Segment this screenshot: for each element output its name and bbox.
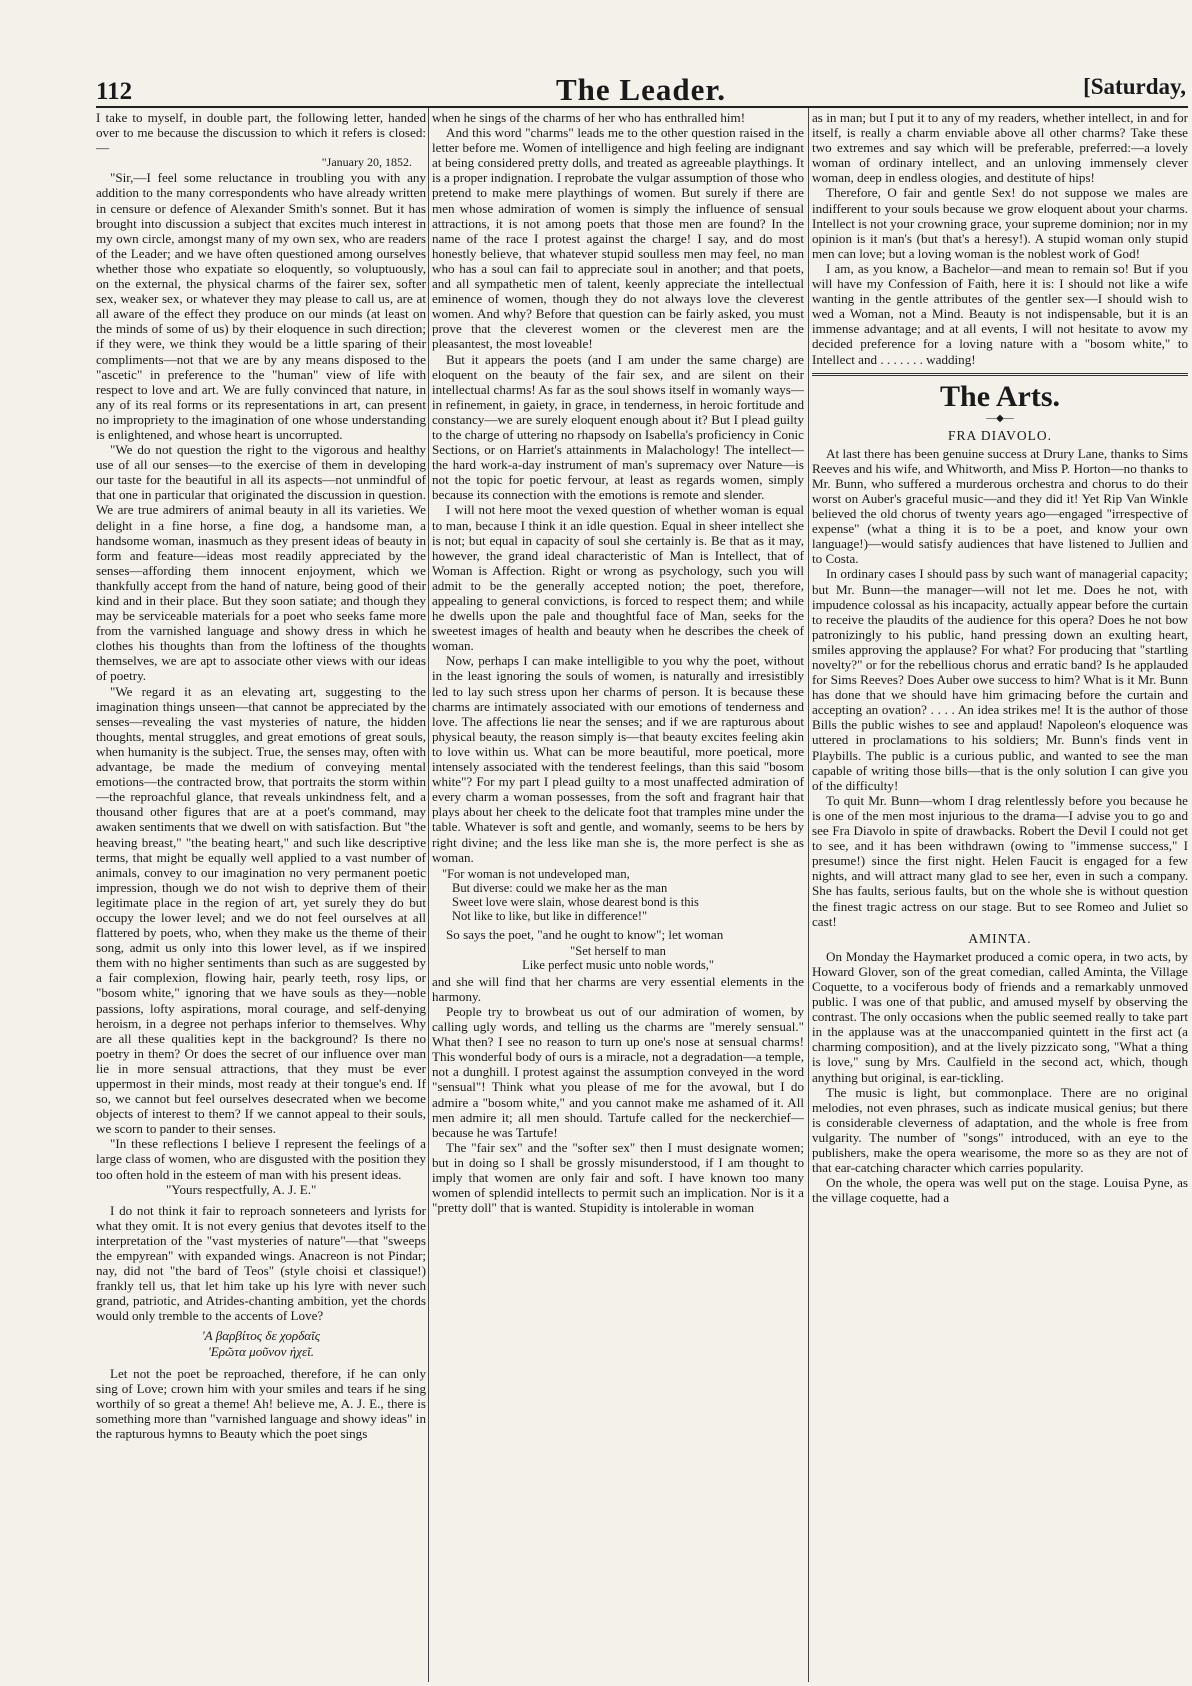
paragraph: "In these reflections I believe I represent the feelings of a large class of women, who are disgusted with the position they too often hold in the esteem of man with his present ideas.: [96, 1136, 426, 1182]
verse-line: "Set herself to man: [570, 943, 666, 958]
article-title: FRA DIAVOLO.: [947, 427, 1052, 443]
verse-quotation: [432, 944, 804, 972]
verse-line: "For woman is not undeveloped man,: [442, 866, 630, 881]
letter-signature: "Yours respectfully, A. J. E.": [166, 1181, 317, 1197]
paragraph: On Monday the Haymarket produced a comic opera, in two acts, by Howard Glover, son of the great comedian, called Aminta, the Village Coquette, to a vociferous body of friends and a remarkably unmoved public. I was one of that public, and amused myself by observing the contrast. The only occasions when the public seemed really to take part in the applause was at the unaccompanied quintett in the first act (a charming composition), and at the lively pizzicato song, "What a thing is love," sung by Mrs. Caulfield in the second act, which, though anything but original, is ear-tickling.: [812, 948, 1188, 1085]
verse-line: Like perfect music unto noble words,": [522, 957, 714, 972]
paragraph: I do not think it fair to reproach sonneteers and lyrists for what they omit. It is not every genius that devotes itself to the interpretation of the "vast mysteries of nature"—that "sweeps the empyrean" with expanded wings. Anacreon is not Pindar; nay, did not "the bard of Teos" (style choisi et classique!) frankly tell us, that let him take up his lyre with never such grand, patriotic, and Atrides-chanting ambition, yet the chords would only tremble to the accents of Love?: [96, 1202, 426, 1324]
paragraph: On the whole, the opera was well put on the stage. Louisa Pyne, as the village coquette, had a: [812, 1175, 1188, 1206]
paragraph: In ordinary cases I should pass by such want of managerial capacity; but Mr. Bunn—the manager—will not let me. Does he not, with impudence colossal as his incapacity, actually appear before the curtain to receive the plaudits of the audience for this opera? Does he not bow patronizingly to his public, hand pressing down an exulting heart, smiles approving the applause? For what? For producing that "startling novelty?" or for the rebellious chorus and erratic band? Is he applauded for Sims Reeves? Does Auber owe success to him? What is it Mr. Bunn has done that we should have him grimacing before the curtain and accepting an ovation? . . . . An idea strikes me! It is the author of those Bills the public wishes to see and applaud! Napoleon's eloquence was uttered in proclamations to his soldiers; Mr. Bunn's finds vent in Playbills. The public is a curious public, and wanted to see the man capable of writing those bills—that is the only solution I can give you of the difficulty!: [812, 566, 1188, 793]
paragraph: And this word "charms" leads me to the other question raised in the letter before me. Women of intelligence and high feeling are indignant at being considered pretty dolls, and treated as agreeable playthings. It is a proper indignation. I reprobate the vulgar assumption of those who pretend to make mere playthings of women. But surely if there are men whose admiration of women is simply the influence of sensual attractions, it is not among poets that those men are found? In the name of the race I protest against the charge! I say, and do most honestly believe, that whatever stupid soulless men may feel, no man who has a soul can fail to appreciate soul in another; and that poets, and all sympathetic men of talent, keenly appreciate the intellectual eminence of women, though they do not always love the cleverest women. And why? Before that question can be fairly asked, you must prove that the cleverest women or the cleverest men are the pleasantest, the most loveable!: [432, 125, 804, 352]
paragraph: I will not here moot the vexed question of whether woman is equal to man, because I think it an idle question. Equal in sheer intellect she is not; but equal in capacity of soul she certainly is. Be that as it may, however, the grand ideal characteristic of Man is Intellect, that of Woman is Affection. Right or wrong as psychology, such you will admit to be the generally accepted notion; the poet, therefore, appealing to general convictions, is forced to respect them; and while he dwells upon the pale and thoughtful face of Man, seeks for the sweetest images of health and beauty when he describes the cheek of woman.: [432, 502, 804, 654]
paragraph: Therefore, O fair and gentle Sex! do not suppose we males are indifferent to your souls because we grow eloquent about your charms. Intellect is not your crowning grace, your supreme dominion; nor in my opinion is it man's (but that's a heresy!). A stupid woman only stupid men can love; but a loving woman is the noblest work of God!: [812, 185, 1188, 261]
paragraph: "We do not question the right to the vigorous and healthy use of all our senses—to the exercise of them in developing our taste for the beautiful in all its aspects—not unmindful of that one in particular that originated the discussion in question. We are true admirers of animal beauty in all its varieties. We delight in a fine horse, a fine dog, a handsome man, a handsome woman, inasmuch as they present ideas of beauty in form and feature—ideas most readily appreciated by the senses—affording them innocent enjoyment, which we thankfully accept from the hand of nature, being good of their kind and in their place. But they soon satiate; and though they may be serviceable materials for a poet who seeks fame more from the varnished language and showy dress in which he clothes his thoughts than from the loftiness of the thoughts themselves, we are apt to associate other views with our ideas of poetry.: [96, 442, 426, 684]
verse-line: Sweet love were slain, whose dearest bond is this: [452, 894, 699, 909]
paragraph: At last there has been genuine success at Drury Lane, thanks to Sims Reeves and his wife, and Whitworth, and Miss P. Horton—no thanks to Mr. Bunn, who suffered a murderous orchestra and chorus to do their worst on Auber's graceful music—and they did it! Yet Rip Van Winkle believed the old chorus of twenty years ago—engaged "irrespective of expense" (what a thing it is to be a poet, and know your own language!)—would satisfy audiences that have listened to Jullien and to Costa.: [812, 445, 1188, 567]
paragraph: Now, perhaps I can make intelligible to you why the poet, without in the least ignoring the souls of women, is naturally and irresistibly led to lay such stress upon her charms of person. It is because these charms are intimately associated with our emotions of tenderness and love. The affections lie near the senses; and if we are rapturous about physical beauty, the reason simply is—that beauty excites feeling akin to love within us. What can be more beautiful, more poetical, more intensely associated with the tenderest feelings, than this said "bosom white"? For my part I plead guilty to a most unaffected admiration of every charm a woman possesses, from the soft and fragrant hair that plays about her cheek to the delicate foot that tramples mine under the table. Whatever is soft and gentle, and womanly, seems to be hers by right divine; and the less like man she is, the more perfect is she as woman.: [432, 653, 804, 865]
paragraph: People try to browbeat us out of our admiration of women, by calling ugly words, and telling us the charms are "merely sensual." What then? I see no reason to turn up one's nose at sensual charms! This wonderful body of ours is a miracle, not a degradation—a temple, not a dunghill. I protest against the assumption conveyed in the word "sensual"! Think what you please of me for the avowal, but I do admire a "bosom white," and you cannot make me ashamed of it. All men admire it; all men should. Tartufe called for the neckerchief—because he was Tartufe!: [432, 1003, 804, 1140]
paragraph: So says the poet, "and he ought to know"; let woman: [446, 926, 724, 942]
greek-line: 'Α βαρβίτος δε χορδαῖς: [201, 1327, 321, 1343]
section-heading-arts: The Arts.: [940, 379, 1060, 413]
paragraph: To quit Mr. Bunn—whom I drag relentlessly before you because he is one of the men most injurious to the drama—I advise you to go and see Fra Diavolo in spite of drawbacks. Robert the Devil I could not get to see, and it has been withdrawn (owing to "immense success," I presume!) since the first night. Helen Faucit is engaged for a few nights, and will attract many glad to see her, even in such a company. She has faults, serious faults, but on the whole she is without question the finest tragic actress on our stage. But to see Romeo and Juliet so cast!: [812, 792, 1188, 929]
section-rule: [812, 373, 1188, 376]
ornament-divider: —◆—: [986, 412, 1014, 424]
verse-line: But diverse: could we make her as the man: [452, 880, 668, 895]
greek-quotation: [96, 1328, 426, 1360]
page-header: [96, 72, 1186, 107]
paragraph: The "fair sex" and the "softer sex" then I must designate women; but in doing so I shall be grossly misunderstood, if I am thought to imply that women are only fair and soft. I have known too many women of splendid intellects to permit such an implication. Nor is it a "pretty doll" that is wanted. Stupidity is intolerable in woman: [432, 1139, 804, 1216]
column-divider: [428, 108, 429, 1682]
paragraph: The music is light, but commonplace. There are no original melodies, not even phrases, such as indicate musical genius; but there is considerable cleverness of adaptation, and the whole is free from vulgarity. The number of "songs" introduced, with an eye to the publishers, make the opera wearisome, the more so as they are not of that ear-catching character which carries popularity.: [812, 1084, 1188, 1176]
paragraph: "Sir,—I feel some reluctance in troubling you with any addition to the many correspondents who have already written in censure or defence of Alexander Smith's sonnet. But it has brought into discussion a subject that excites much interest in my own circle, amongst many of my own sex, who are readers of the Leader; and we have often questioned among ourselves whether those who expatiate so eloquently, so voluptuously, on the external, the physical charms of the fairer sex, softer sex, weaker sex, or whatever they may please to call us, are at all aware of the effect they produce on our minds (at least on the minds of some of us) by their eloquence in such direction; if they were, we think they would be a little sparing of their compliments—not that we are by any means disposed to the "ascetic" in preference to the "human" view of life with respect to love and art. We are fully convinced that nature, in any of its real forms or its representations in art, can present no impropriety to the imagination of one whose understanding is enlightened, and whose heart is uncorrupted.: [96, 170, 426, 442]
column-2: [432, 110, 804, 1682]
page-number: 112: [96, 78, 133, 105]
paragraph: Let not the poet be reproached, therefore, if he can only sing of Love; crown him with your smiles and tears if he sing worthily of so great a theme! Ah! believe me, A. J. E., there is something more than "varnished language and showy ideas" in the rapturous hymns to Beauty which the poet sings: [96, 1365, 426, 1441]
column-3: [812, 110, 1188, 1682]
paragraph: when he sings of the charms of her who has enthralled him!: [432, 110, 746, 125]
paragraph: I take to myself, in double part, the following letter, handed over to me because the discussion to which it refers is closed:—: [96, 110, 426, 156]
masthead-title: The Leader.: [555, 72, 727, 107]
verse-quotation: [442, 867, 804, 923]
letter-date: "January 20, 1852.: [321, 155, 412, 170]
greek-line: 'Ερῶτα μοῦνον ἠχεῖ.: [207, 1343, 315, 1359]
article-title: AMINTA.: [968, 930, 1032, 946]
paragraph: "We regard it as an elevating art, suggesting to the imagination things unseen—that cannot be appreciated by the senses—revealing the vast mysteries of nature, the hidden thoughts, mental struggles, and great emotions of great souls, when humanity is the subject. True, the senses may, often with advantage, be made the medium of conveying mental emotions—the contracted brow, that portraits the storm within—the reproachful glance, that reveals unkindness felt, and a thousand other figures that are at a poet's command, may awaken sentiments that we dwell on with satisfaction. But "the heaving breast," "the beating heart," and such like descriptive terms, that might be equally well applied to a vast number of animals, convey to our imagination no very permanent poetic impression, though we do not wish to deprive them of their legitimate place in the region of art, yet surely they do but occupy the lower level; and we do not feel ourselves at all flattered by poets, who, when they make us the theme of their song, admit us only into this lower level, as if we inspired them with no higher sentiments than such as are suggested by a fair complexion, flowing hair, pearly teeth, rosy lips, or "bosom white," ignoring that we have souls as they—noble passions, lofty aspirations, moral courage, and self-denying heroism, in a degree not perhaps inferior to themselves. Why are all these qualities kept in the background? Is there no poetry in them? Or does the secret of our influence over man lie in more sensual attractions, that they must be ever uppermost in their minds, most ready at their tongue's end. If so, we cannot but feel ourselves desecrated when we become objects of interest to them? If we cannot appeal to their souls, we scorn to pander to their senses.: [96, 683, 426, 1137]
column-divider: [808, 108, 809, 1682]
column-1: [96, 110, 426, 1682]
paragraph: But it appears the poets (and I am under the same charge) are eloquent on the beauty of the fair sex, and are silent on their intellectual charms! As far as the soul shows itself in womanly ways—in refinement, in gaiety, in grace, in tenderness, in heroic fortitude and constancy—we are surely eloquent enough about it? But I plead guilty to the charge of uttering no rhapsody on Isabella's proficiency in Conic Sections, or on Harriet's attainments in Malachology! The intellect—the hard work-a-day instrument of man's supremacy over Nature—is not the topic for poetic fervour, at least as regards women, simply because its connection with the emotions is remote and slender.: [432, 351, 804, 503]
verse-line: Not like to like, but like in difference!": [452, 908, 648, 923]
paragraph: and she will find that her charms are very essential elements in the harmony.: [432, 973, 804, 1004]
header-rule: [96, 106, 1188, 108]
paragraph: as in man; but I put it to any of my readers, whether intellect, in and for itself, is really a charm enviable above all other charms? Take these two extremes and say which will be preferable, preferred:—a lovely woman of ordinary intellect, and an unloving immensely clever woman, deep in endless ologies, and destitute of hips!: [812, 110, 1188, 186]
issue-day: [Saturday,: [1083, 74, 1186, 99]
paragraph: I am, as you know, a Bachelor—and mean to remain so! But if you will have my Confession of Faith, here it is: I should not like a wife wanting in the gentle attributes of the gentler sex—I should wish to wed a Woman, not a Mind. Beauty is not indispensable, but it is an immense advantage; and at all events, I will not hesitate to avow my decided preference for a loving nature with a "bosom white," to Intellect and . . . . . . . wadding!: [812, 260, 1188, 367]
